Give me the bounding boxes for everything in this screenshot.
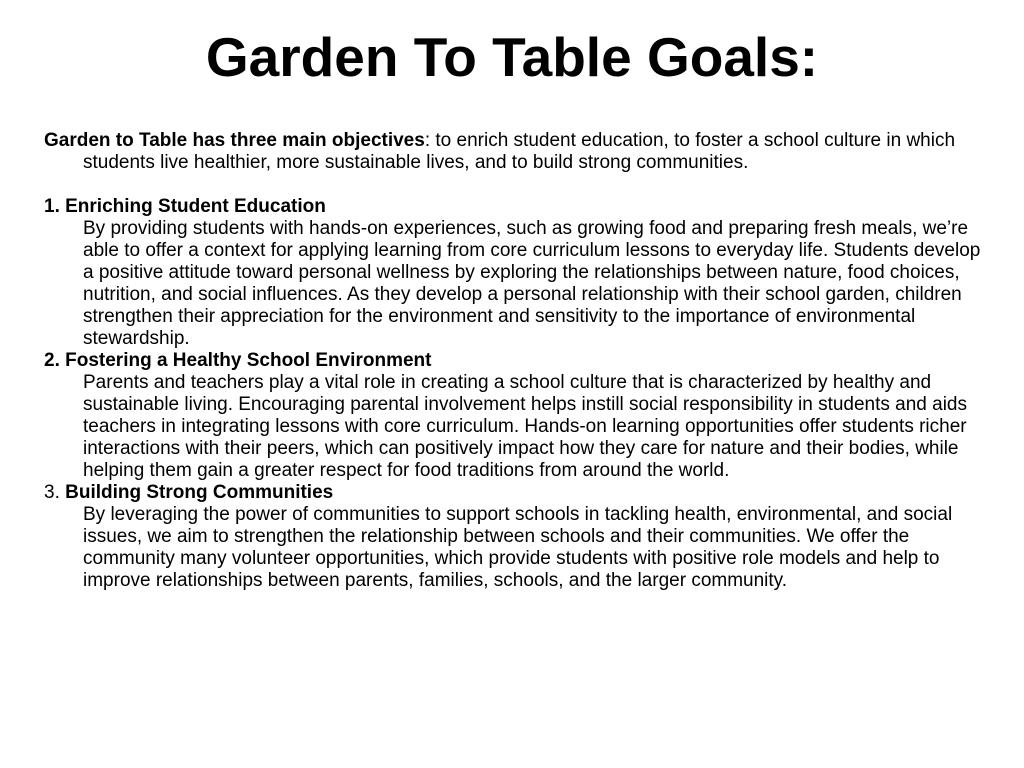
- section-1-heading: Enriching Student Education: [65, 196, 326, 217]
- section-2-body: Parents and teachers play a vital role in creating a school culture that is characterized by healthy and sustainable living. Encouraging parental involvement helps instill social responsibility in students and aids teachers in integrating lessons with core curriculum. Hands-on learning opportunities offer students richer interactions with their peers, which can positively impact how they care for nature and their bodies, while helping them gain a greater respect for food traditions from around the world.: [83, 372, 968, 481]
- intro-lead: Garden to Table has three main objectives: [44, 130, 425, 151]
- intro-paragraph: [44, 130, 994, 174]
- section-1-body: By providing students with hands-on experiences, such as growing food and preparing fresh meals, we’re able to offer a context for applying learning from core curriculum lessons to everyday life. Students develop a positive attitude toward personal wellness by exploring the relationships between nature, food choices, nutrition, and social influences. As they develop a personal relationship with their school garden, children strengthen their appreciation for the environment and sensitivity to the importance of environmental stewardship.: [83, 218, 981, 349]
- slide-title: Garden To Table Goals:: [205, 26, 819, 88]
- section-3-body: By leveraging the power of communities to support schools in tackling health, environmental, and social issues, we aim to strengthen the relationship between schools and their communities. We offer the community many volunteer opportunities, which provide students with positive role models and help to improve relationships between parents, families, schools, and the larger community.: [83, 504, 953, 591]
- section-3: [44, 482, 994, 592]
- section-2-number: 2.: [44, 350, 66, 371]
- slide-body: [44, 130, 994, 592]
- section-3-number: 3.: [44, 482, 66, 503]
- section-1: [44, 196, 994, 350]
- intro-text: : to enrich student education, to foster a school culture in which students live healthier, more sustainable lives, and to build strong communities.: [83, 130, 956, 173]
- section-1-number: 1.: [44, 196, 66, 217]
- section-3-heading: Building Strong Communities: [65, 482, 334, 503]
- section-2-heading: Fostering a Healthy School Environment: [65, 350, 432, 371]
- section-1-heading-line: [44, 196, 994, 218]
- section-2: [44, 350, 994, 482]
- section-3-heading-line: [44, 482, 994, 504]
- section-2-heading-line: [44, 350, 994, 372]
